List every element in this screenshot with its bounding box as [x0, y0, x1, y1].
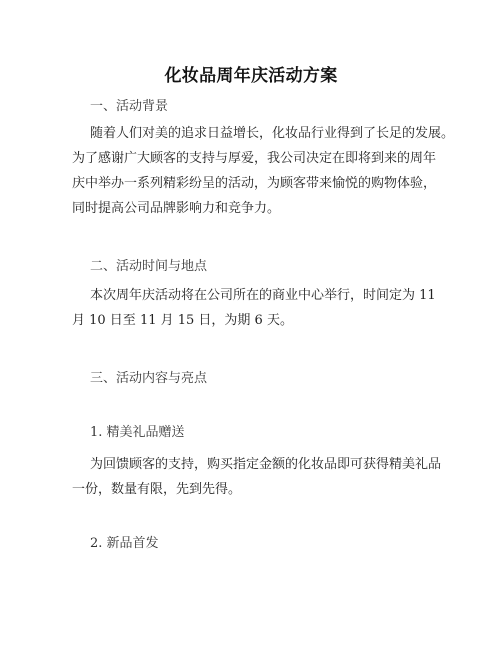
paragraph-line: 月 10 日至 11 月 15 日，为期 6 天。: [72, 313, 293, 328]
paragraph-line: 庆中举办一系列精彩纷呈的活动，为顾客带来愉悦的购物体验，: [72, 176, 437, 191]
paragraph-line: 随着人们对美的追求日益增长，化妆品行业得到了长足的发展。: [90, 126, 455, 141]
paragraph-line: 为回馈顾客的支持，购买指定金额的化妆品即可获得精美礼品: [90, 457, 442, 472]
subsection-paragraph-gifts: [72, 452, 452, 502]
section-heading-content: 三、活动内容与亮点: [90, 371, 208, 386]
section-paragraph-background: [72, 121, 455, 221]
document-title: 化妆品周年庆活动方案: [164, 66, 338, 86]
subsection-heading-gifts: 1. 精美礼品赠送: [90, 425, 185, 440]
paragraph-line: 一份，数量有限，先到先得。: [72, 482, 242, 497]
subsection-heading-new-products: 2. 新品首发: [90, 536, 159, 551]
paragraph-line: 同时提高公司品牌影响力和竞争力。: [72, 201, 281, 216]
section-paragraph-time-place: [72, 283, 452, 333]
paragraph-line: 本次周年庆活动将在公司所在的商业中心举行，时间定为 11: [90, 288, 436, 303]
section-heading-time-place: 二、活动时间与地点: [90, 259, 208, 274]
paragraph-line: 为了感谢广大顾客的支持与厚爱，我公司决定在即将到来的周年: [72, 151, 437, 166]
section-heading-background: 一、活动背景: [90, 99, 169, 114]
